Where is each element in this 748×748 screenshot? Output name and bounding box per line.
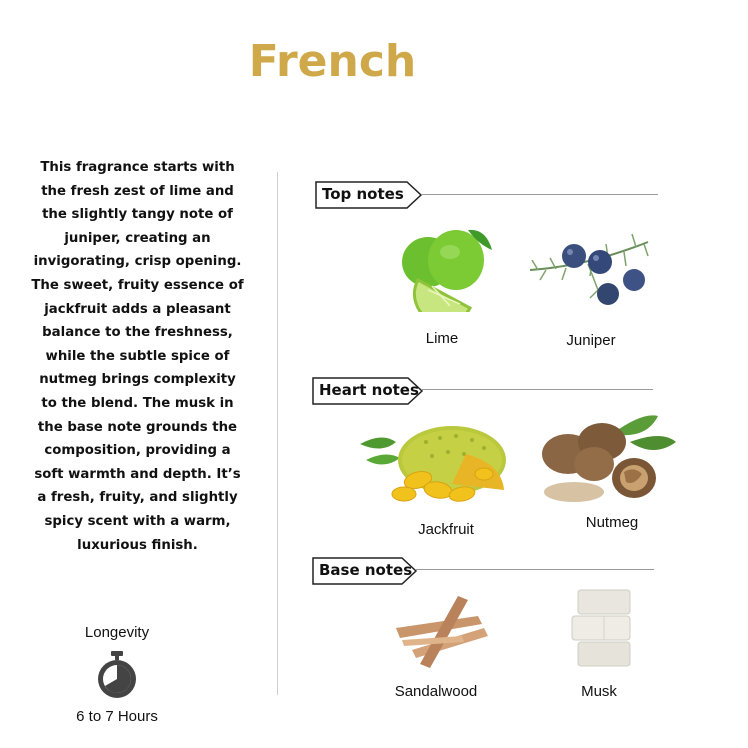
lime-label: Lime	[425, 330, 459, 347]
lime-image	[398, 222, 498, 312]
base-notes-line	[416, 569, 654, 570]
musk-label: Musk	[581, 683, 617, 700]
top-notes-line	[421, 194, 658, 195]
base-notes-tag	[312, 557, 418, 585]
jackfruit-label: Jackfruit	[418, 521, 474, 538]
heart-notes-tag	[312, 377, 424, 405]
longevity-label: Longevity	[84, 624, 150, 641]
nutmeg-label: Nutmeg	[585, 514, 639, 531]
juniper-image	[528, 222, 653, 308]
top-notes-label: Top notes	[322, 185, 404, 203]
juniper-label: Juniper	[566, 332, 616, 349]
sandalwood-label: Sandalwood	[394, 683, 478, 700]
musk-image	[570, 586, 636, 670]
fragrance-description: This fragrance starts with the fresh zest of lime and the slightly tangy note of juniper, creating an invigorating, crisp opening. The sweet, fruity essence of jackfruit adds a pleasant balance to the freshness, while the subtle spice of nutmeg brings complexity to the blend. The musk in the base note grounds the composition, providing a soft warmth and depth. It’s a fresh, fruity, and slightly spicy scent with a warm, luxurious finish.	[31, 160, 244, 553]
heart-notes-label: Heart notes	[319, 381, 419, 399]
nutmeg-image	[538, 412, 678, 506]
top-notes-tag	[315, 181, 423, 209]
jackfruit-image	[356, 424, 508, 508]
heart-notes-line	[421, 389, 653, 390]
base-notes-label: Base notes	[319, 561, 413, 579]
page-title: French	[248, 36, 417, 87]
vertical-divider	[277, 172, 278, 695]
stopwatch-icon	[94, 650, 140, 700]
longevity-value: 6 to 7 Hours	[76, 708, 158, 725]
sandalwood-image	[392, 592, 492, 674]
